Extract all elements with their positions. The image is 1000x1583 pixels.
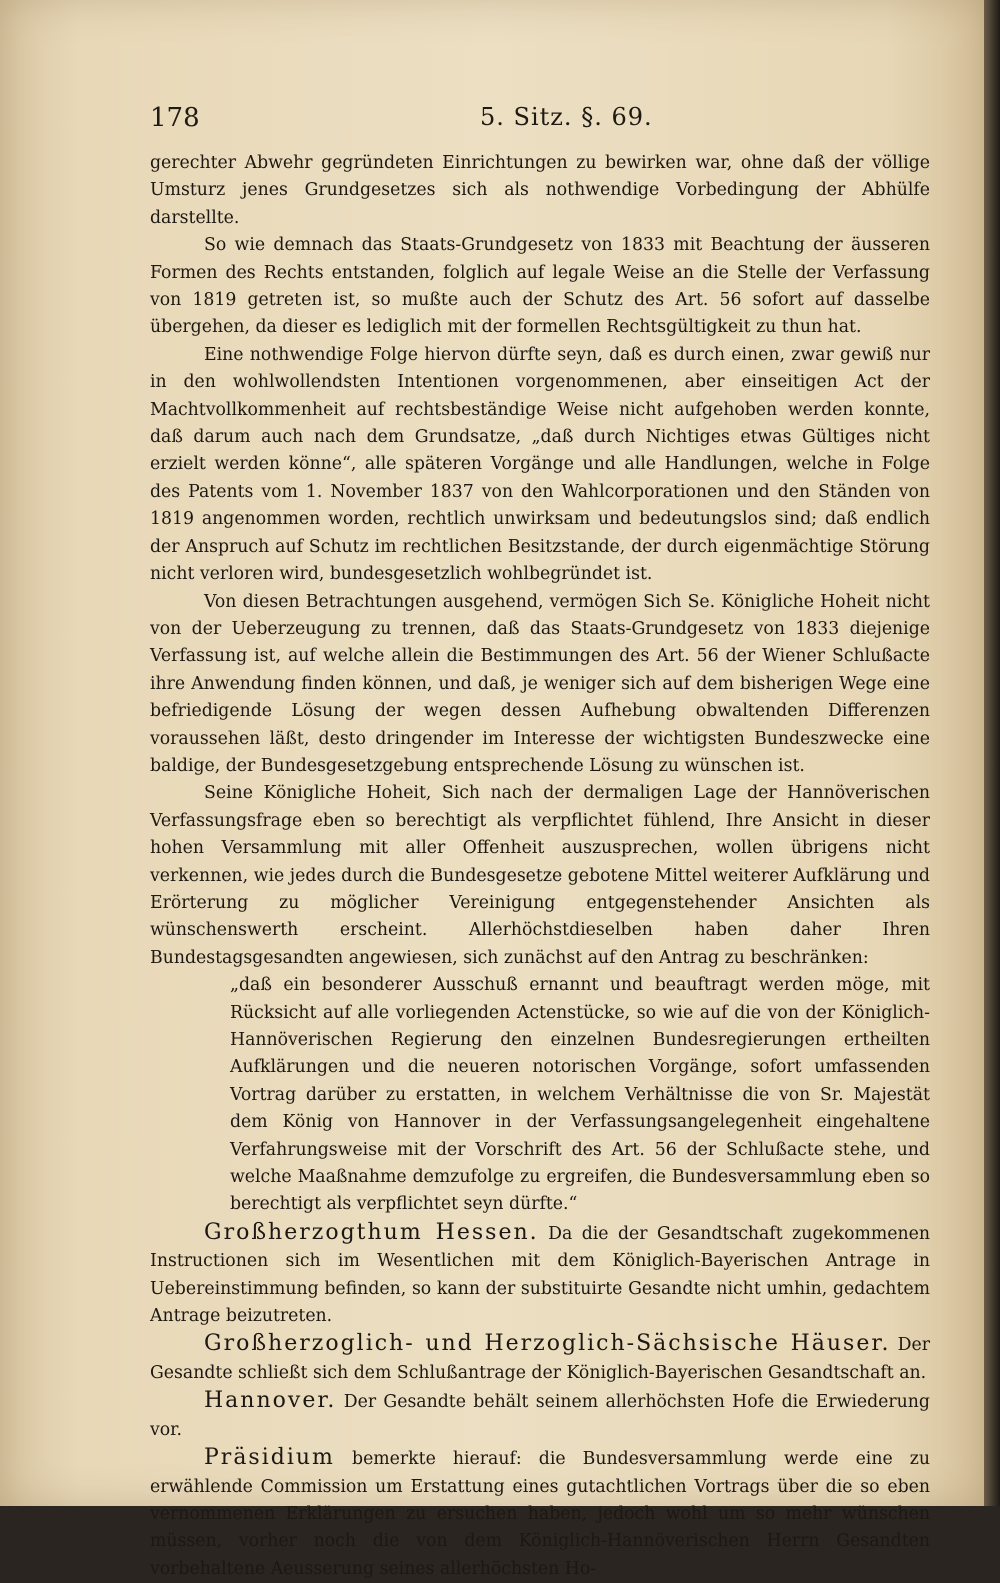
page-body — [150, 150, 930, 1583]
paragraph: Seine Königliche Hoheit, Sich nach der dermaligen Lage der Hannöverischen Verfassungsfrage eben so berechtigt als verpflichtet fühlend, Ihre Ansicht in dieser hohen Versammlung mit aller Offenheit auszusprechen, wollen übrigens nicht verkennen, wie jedes durch die Bundesgesetze gebotene Mittel weiterer Aufklärung und Erörterung zu möglicher Vereinigung entgegenstehender Ansichten als wünschenswerth erscheint. Allerhöchstdieselben haben daher Ihren Bundestagsgesandten angewiesen, sich zunächst auf den Antrag zu beschränken: — [150, 783, 930, 968]
paragraph: So wie demnach das Staats-Grundgesetz von 1833 mit Beachtung der äusseren Formen des Rechts entstanden, folglich auf legale Weise an die Stelle der Verfassung von 1819 getreten ist, so mußte auch der Schutz des Art. 56 sofort auf dasselbe übergehen, da dieser es lediglich mit der formellen Rechtsgültigkeit zu thun hat. — [150, 235, 930, 338]
page-number: 178 — [150, 103, 200, 133]
paragraph: Eine nothwendige Folge hiervon dürfte seyn, daß es durch einen, zwar gewiß nur in den wohlwollendsten Intentionen vorgenommenen, aber einseitigen Act der Machtvollkommenheit auf rechtsbeständige Weise nicht aufgehoben werden konnte, daß darum auch nach dem Grundsatze, „daß durch Nichtiges etwas Gültiges nicht erzielt werden könne“, alle späteren Vorgänge und alle Handlungen, welche in Folge des Patents vom 1. November 1837 von den Wahlcorporationen und den Ständen von 1819 angenommen worden, rechtlich unwirksam und bedeutungslos sind; daß endlich der Anspruch auf Schutz im rechtlichen Besitzstande, der durch eigenmächtige Störung nicht verloren wird, bundesgesetzlich wohlbegründet ist. — [150, 344, 930, 585]
running-head: 5. Sitz. §. 69. — [480, 103, 653, 131]
statement-text: bemerkte hierauf: die Bundesversammlung werde eine zu erwählende Commission um Erstattung eines gutachtlichen Vortrags über die so eben vernommenen Erklärungen zu ersuchen haben, jedoch wohl um so mehr wünschen müssen, vorher noch die von dem Königlich-Hannöverischen Herrn Gesandten vorbehaltene Aeusserung seines allerhöchsten Ho- — [150, 1449, 930, 1579]
statement-text: Der Gesandte schließt sich dem Schlußantrage der Königlich-Bayerischen Gesandtschaft an. — [150, 1335, 930, 1383]
statement-text: Da die der Gesandtschaft zugekommenen Instructionen sich im Wesentlichen mit dem Königlich-Bayerischen Antrage in Uebereinstimmung befinden, so kann der substituirte Gesandte nicht umhin, gedachtem Antrage beizutreten. — [150, 1223, 930, 1327]
quoted-motion: „daß ein besonderer Ausschuß ernannt und beauftragt werden möge, mit Rücksicht auf alle vorliegenden Actenstücke, so wie auf die von der Königlich-Hannöverischen Regierung den einzelnen Bundesregierungen ertheilten Aufklärungen und die neueren notorischen Vorgänge, sofort umfassenden Vortrag darüber zu erstatten, in welchem Verhältnisse die von Sr. Majestät dem König von Hannover in der Verfassungsangelegenheit eingehaltene Verfahrungsweise mit der Vorschrift des Art. 56 der Schlußacte stehe, und welche Maaßnahme demzufolge zu ergreifen, die Bundesversammlung eben so berechtigt als verpflichtet seyn dürfte.“ — [230, 975, 930, 1215]
statement-text: Der Gesandte behält seinem allerhöchsten Hofe die Erwiederung vor. — [150, 1392, 930, 1440]
paragraph: gerechter Abwehr gegründeten Einrichtungen zu bewirken war, ohne daß der völlige Umsturz jenes Grundgesetzes sich als nothwendige Vorbedingung der Abhülfe darstellte. — [150, 153, 930, 228]
state-name: Großherzoglich- und Herzoglich-Sächsische Häuser. — [204, 1331, 891, 1357]
paragraph — [150, 1219, 930, 1331]
state-name: Hannover. — [204, 1388, 337, 1414]
paragraph: Von diesen Betrachtungen ausgehend, vermögen Sich Se. Königliche Hoheit nicht von der Ueberzeugung zu trennen, daß das Staats-Grundgesetz von 1833 diejenige Verfassung ist, auf welche allein die Bestimmungen des Art. 56 der Wiener Schlußacte ihre Anwendung finden können, und daß, je weniger sich auf dem bisherigen Wege eine befriedigende Lösung der wegen dessen Aufhebung obwaltenden Differenzen voraussehen läßt, desto dringender im Interesse der wichtigsten Bundeszwecke eine baldige, der Bundesgesetzgebung entsprechende Lösung zu wünschen ist. — [150, 591, 930, 776]
page-edge-shadow — [984, 0, 1000, 1506]
paragraph — [150, 1330, 930, 1387]
paragraph — [150, 1444, 930, 1583]
paragraph — [150, 1387, 930, 1444]
state-name: Großherzogthum Hessen. — [204, 1219, 539, 1245]
page-header — [150, 103, 930, 143]
state-name: Präsidium — [204, 1445, 335, 1471]
